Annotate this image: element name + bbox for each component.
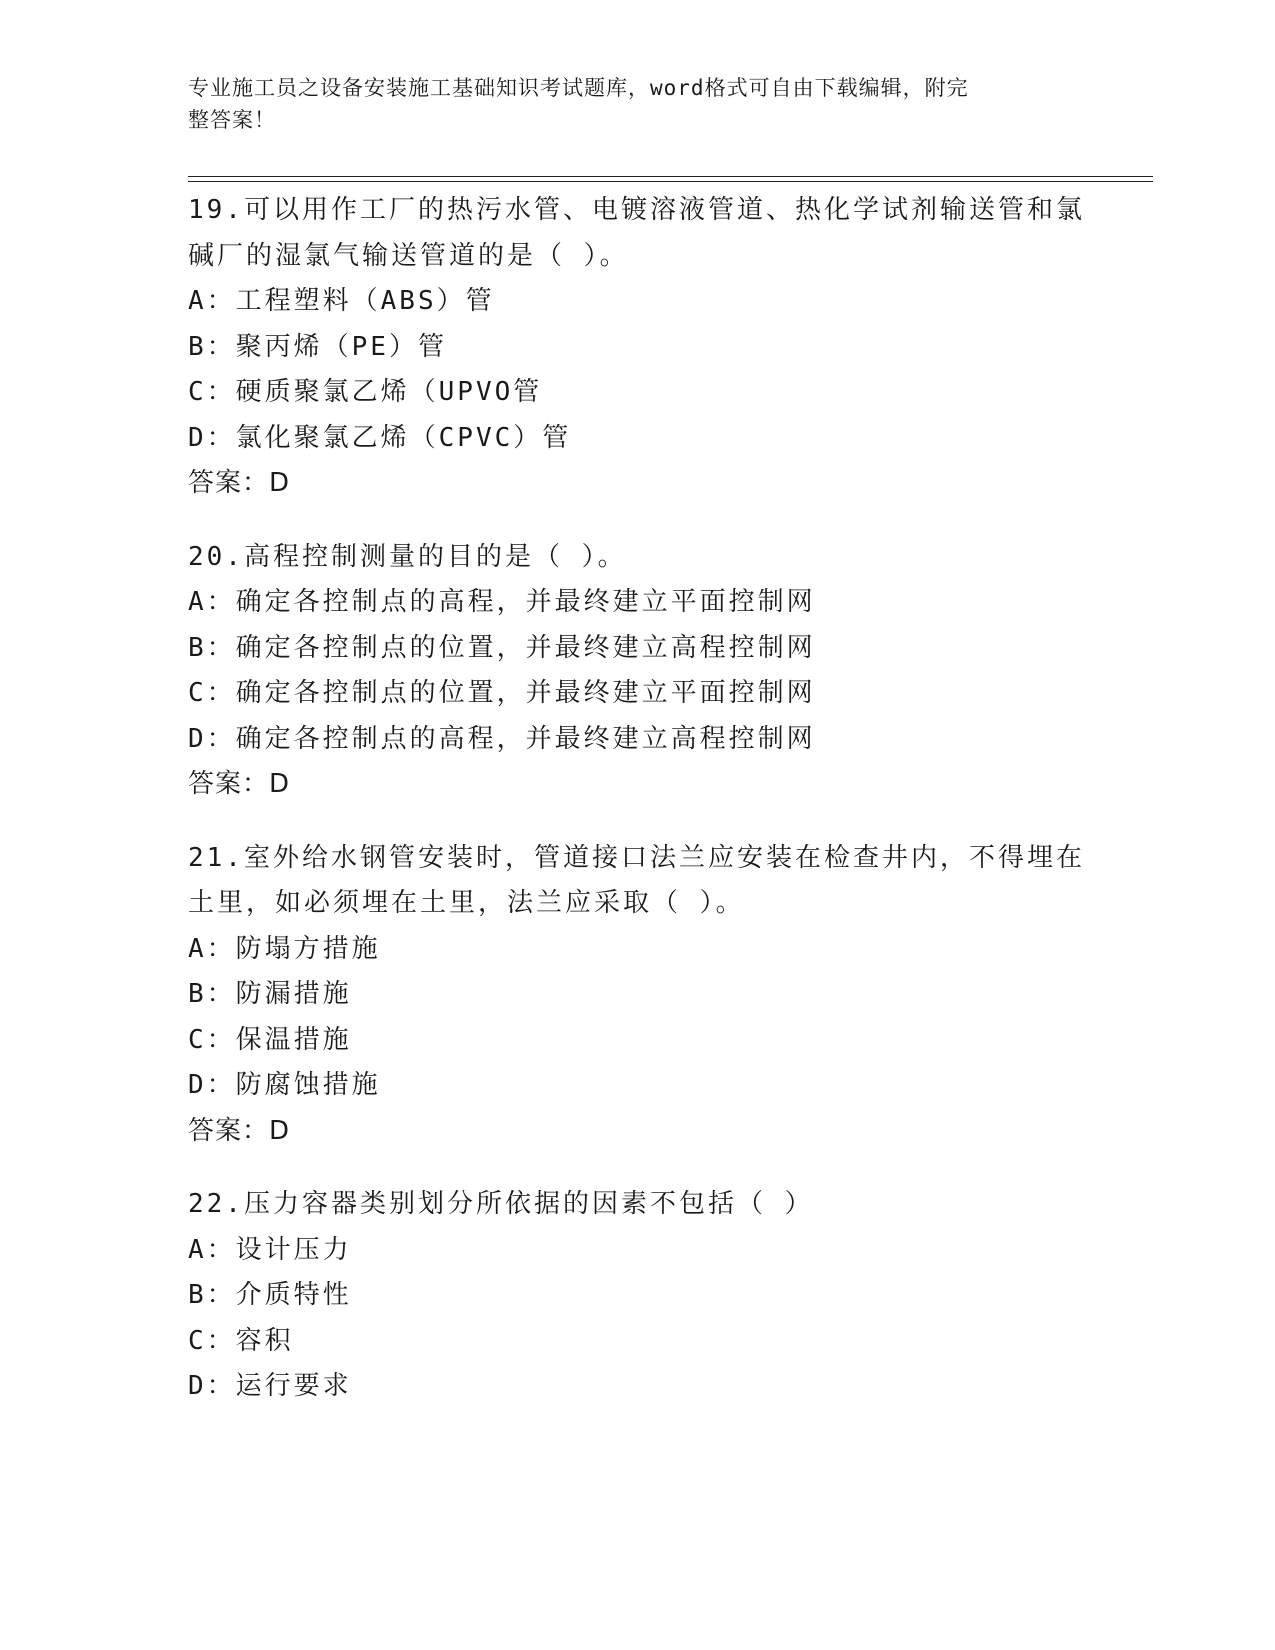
question-stem: 20.高程控制测量的目的是（ ）。 xyxy=(188,541,627,572)
option-a: A：工程塑料（ABS）管 xyxy=(188,286,495,316)
question-stem: 19.可以用作工厂的热污水管、电镀溶液管道、热化学试剂输送管和氯 xyxy=(188,195,1085,225)
question-list xyxy=(188,188,1088,1438)
option-c: C：确定各控制点的位置，并最终建立平面控制网 xyxy=(188,678,816,708)
option-a: A：设计压力 xyxy=(188,1234,352,1265)
option-d: D：确定各控制点的高程，并最终建立高程控制网 xyxy=(188,723,816,754)
question-22 xyxy=(188,1182,1088,1410)
option-d: D：氯化聚氯乙烯（CPVC）管 xyxy=(188,422,572,453)
answer-label: 答案：D xyxy=(188,769,291,799)
question-20 xyxy=(188,535,1088,808)
option-b: B：确定各控制点的位置，并最终建立高程控制网 xyxy=(188,632,816,663)
option-b: B：聚丙烯（PE）管 xyxy=(188,331,447,362)
option-d: D：防腐蚀措施 xyxy=(188,1070,381,1100)
option-c: C：硬质聚氯乙烯（UPVO管 xyxy=(188,377,543,407)
option-a: A：确定各控制点的高程，并最终建立平面控制网 xyxy=(188,587,816,617)
question-stem-continued: 土里，如必须埋在土里，法兰应采取（ ）。 xyxy=(188,888,745,918)
option-a: A：防塌方措施 xyxy=(188,933,381,964)
option-c: C：容积 xyxy=(188,1325,294,1356)
header-line-2: 整答案！ xyxy=(188,108,276,132)
question-21 xyxy=(188,836,1088,1155)
header-divider-bottom xyxy=(188,181,1153,182)
question-19 xyxy=(188,188,1088,507)
question-stem: 21.室外给水钢管安装时，管道接口法兰应安装在检查井内，不得埋在 xyxy=(188,842,1085,873)
option-b: B：防漏措施 xyxy=(188,979,352,1009)
header-divider-top xyxy=(188,176,1153,177)
question-stem-continued: 碱厂的湿氯气输送管道的是（ ）。 xyxy=(188,240,629,271)
option-c: C：保温措施 xyxy=(188,1024,352,1055)
answer-label: 答案：D xyxy=(188,1115,291,1146)
answer-label: 答案：D xyxy=(188,468,291,498)
option-d: D：运行要求 xyxy=(188,1371,352,1401)
option-b: B：介质特性 xyxy=(188,1280,352,1310)
header-line-1: 专业施工员之设备安装施工基础知识考试题库，word格式可自由下载编辑，附完 xyxy=(188,76,969,100)
document-header xyxy=(188,72,1088,136)
question-stem: 22.压力容器类别划分所依据的因素不包括（ ） xyxy=(188,1189,814,1219)
